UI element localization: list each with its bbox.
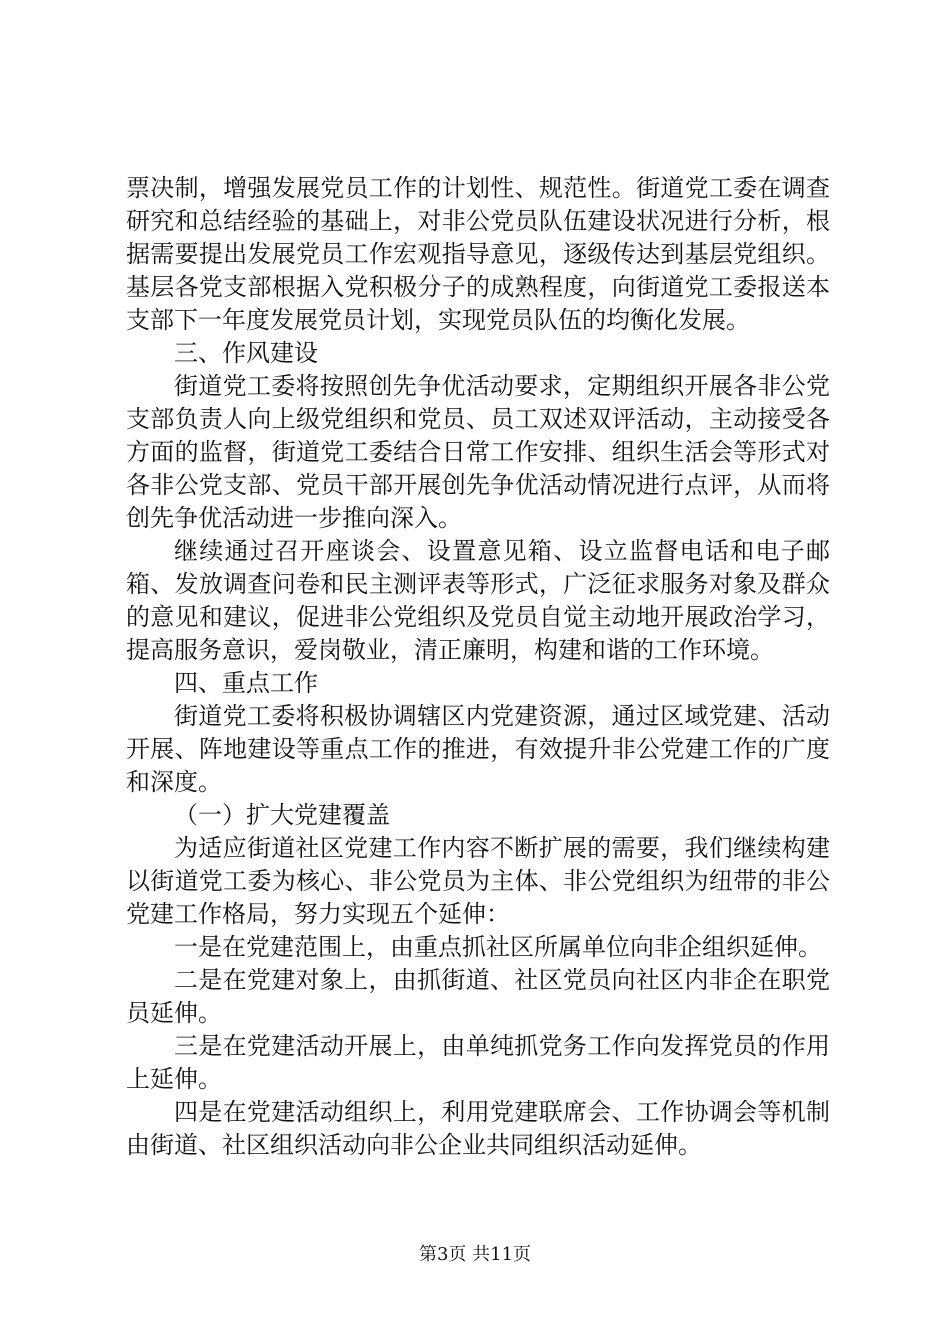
paragraph-key-work: 街道党工委将积极协调辖区内党建资源，通过区域党建、活动开展、阵地建设等重点工作的推进，有效提升非公党建工作的广度和深度。 bbox=[126, 702, 830, 796]
section-heading-work-style: 三、作风建设 bbox=[174, 339, 318, 367]
paragraph-work-style: 街道党工委将按照创先争优活动要求，定期组织开展各非公党支部负责人向上级党组织和党员、员工双述双评活动，主动接受各方面的监督，街道党工委结合日常工作安排、组织生活会等形式对各非公党支部、党员干部开展创先争优活动情况进行点评，从而将创先争优活动进一步推向深入。 bbox=[126, 372, 830, 532]
list-item-extension-2: 二是在党建对象上，由抓街道、社区党员向社区内非企在职党员延伸。 bbox=[126, 966, 830, 1027]
paragraph-coverage: 为适应街道社区党建工作内容不断扩展的需要，我们继续构建以街道党工委为核心、非公党员为主体、非公党组织为纽带的非公党建工作格局，努力实现五个延伸： bbox=[126, 834, 830, 928]
paragraph-membership-plan: 票决制，增强发展党员工作的计划性、规范性。街道党工委在调查研究和总结经验的基础上，对非公党员队伍建设状况进行分析，根据需要提出发展党员工作宏观指导意见，逐级传达到基层党组织。基层各党支部根据入党积极分子的成熟程度，向街道党工委报送本支部下一年度发展党员计划，实现党员队伍的均衡化发展。 bbox=[126, 174, 830, 334]
document-body bbox=[126, 172, 830, 1162]
list-item-extension-3: 三是在党建活动开展上，由单纯抓党务工作向发挥党员的作用上延伸。 bbox=[126, 1032, 830, 1093]
list-item-extension-1: 一是在党建范围上，由重点抓社区所属单位向非企组织延伸。 bbox=[174, 933, 822, 961]
paragraph-opinion-collection: 继续通过召开座谈会、设置意见箱、设立监督电话和电子邮箱、发放调查问卷和民主测评表等形式，广泛征求服务对象及群众的意见和建议，促进非公党组织及党员自觉主动地开展政治学习，提高服务意识，爱岗敬业，清正廉明，构建和谐的工作环境。 bbox=[126, 537, 830, 664]
subsection-heading-coverage: （一）扩大党建覆盖 bbox=[174, 801, 390, 829]
list-item-extension-4: 四是在党建活动组织上，利用党建联席会、工作协调会等机制由街道、社区组织活动向非公企业共同组织活动延伸。 bbox=[126, 1098, 830, 1159]
section-heading-key-work: 四、重点工作 bbox=[174, 669, 318, 697]
page-number: 第3页 共11页 bbox=[418, 1244, 532, 1265]
